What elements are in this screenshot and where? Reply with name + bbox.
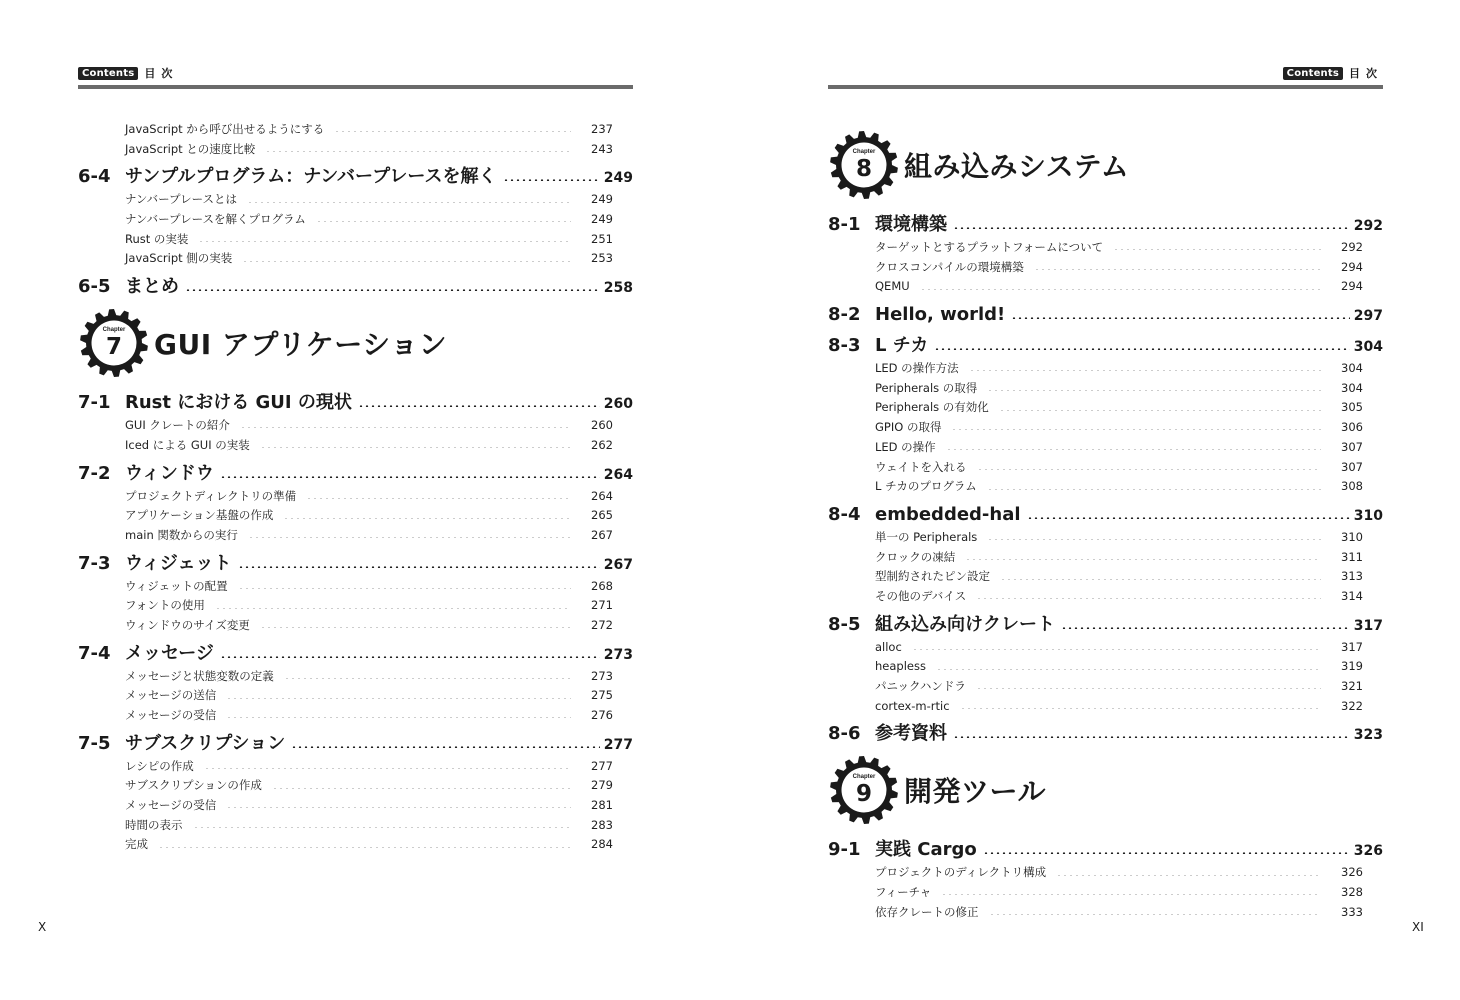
section-page: 277 [603, 736, 633, 753]
subsection-title: ウェイトを入れる [875, 459, 967, 474]
section-page: 323 [1353, 727, 1383, 744]
subsection-title: ウィンドウのサイズ変更 [125, 617, 250, 632]
subsection-page: 273 [591, 668, 613, 683]
toc-subsection [828, 697, 1383, 717]
section-title: まとめ [125, 276, 179, 298]
leader-dots [983, 852, 1350, 854]
subsection-title: QEMU [875, 279, 910, 294]
chapter-heading [828, 128, 1383, 202]
leader-dots [226, 807, 571, 808]
chapter-title: 組み込みシステム [904, 150, 1130, 183]
section-number: 6-5 [78, 276, 111, 298]
leader-dots [977, 469, 1321, 470]
leader-dots [503, 179, 600, 181]
toc-subsection [78, 835, 633, 855]
chapter-word: Chapter [852, 774, 876, 781]
leader-dots [316, 221, 571, 222]
chapter-gear-icon [828, 129, 900, 201]
leader-dots [965, 559, 1321, 560]
subsection-page: 310 [1341, 529, 1363, 544]
header-rule [828, 85, 1383, 89]
subsection-page: 284 [591, 837, 613, 852]
toc-subsection [78, 616, 633, 636]
toc-subsection [828, 548, 1383, 568]
leader-dots [248, 537, 571, 538]
leader-dots [284, 678, 571, 679]
toc-subsection [828, 238, 1383, 258]
subsection-page: 276 [591, 708, 613, 722]
subsection-page: 326 [1341, 865, 1363, 880]
section-page: 310 [1353, 507, 1383, 524]
section-title: 組み込み向けクレート [875, 613, 1055, 635]
subsection-page: 249 [591, 192, 613, 207]
subsection-title: 依存クレートの修正 [875, 904, 979, 919]
leader-dots [215, 608, 571, 609]
running-head [78, 65, 178, 81]
subsection-page: 322 [1341, 698, 1363, 713]
subsection-title: alloc [875, 639, 902, 654]
toc-subsection [828, 398, 1383, 418]
toc-section [828, 721, 1383, 747]
subsection-title: 型制約されたピン設定 [875, 569, 990, 584]
toc-subsection [78, 757, 633, 777]
leader-dots [193, 827, 572, 828]
subsection-title: Rust の実装 [125, 231, 189, 246]
toc-subsection [78, 686, 633, 706]
subsection-title: ナンバープレースを解くプログラム [125, 212, 306, 227]
subsection-page: 317 [1341, 639, 1363, 654]
leader-dots [1061, 627, 1350, 629]
toc-subsection [78, 416, 633, 436]
contents-tag: Contents [1283, 67, 1343, 80]
toc-subsection [78, 210, 633, 230]
subsection-title: アプリケーション基盤の作成 [125, 508, 274, 523]
toc-subsection [828, 657, 1383, 677]
leader-dots [242, 261, 571, 262]
subsection-page: 249 [591, 212, 613, 227]
toc-section [828, 212, 1383, 238]
chapter-word: Chapter [102, 327, 126, 334]
toc-subsection [78, 706, 633, 726]
subsection-page: 251 [591, 231, 613, 246]
chapter-gear-icon [78, 307, 150, 379]
leader-dots [260, 447, 571, 448]
section-number: 7-1 [78, 392, 111, 414]
section-number: 9-1 [828, 839, 861, 861]
leader-dots [987, 489, 1321, 490]
leader-dots [238, 588, 571, 589]
subsection-page: 294 [1341, 279, 1363, 294]
leader-dots [953, 736, 1350, 738]
toc-subsection [828, 677, 1383, 697]
chapter-number: 9 [855, 781, 873, 808]
subsection-title: レシピの作成 [125, 758, 194, 773]
leader-dots [1027, 517, 1350, 519]
subsection-page: 294 [1341, 259, 1363, 274]
section-title: サブスクリプション [125, 732, 286, 754]
toc-subsection [828, 587, 1383, 607]
leader-dots [1056, 875, 1321, 876]
subsection-page: 333 [1341, 904, 1363, 919]
leader-dots [936, 669, 1321, 670]
section-number: 8-4 [828, 503, 861, 525]
subsection-title: Peripherals の取得 [875, 380, 978, 395]
section-page: 297 [1353, 308, 1383, 325]
section-title: ウィジェット [125, 552, 232, 574]
subsection-page: 264 [591, 488, 613, 503]
subsection-page: 307 [1341, 459, 1363, 474]
toc-subsection [78, 596, 633, 616]
leader-dots [198, 241, 571, 242]
subsection-page: 313 [1341, 569, 1363, 584]
leader-dots [987, 539, 1321, 540]
section-title: 環境構築 [875, 214, 947, 235]
subsection-title: フォントの使用 [125, 598, 205, 613]
subsection-page: 328 [1341, 885, 1363, 900]
leader-dots [220, 476, 600, 478]
leader-dots [934, 348, 1349, 350]
chapter-title: 開発ツール [904, 775, 1046, 809]
leader-dots [306, 498, 571, 499]
toc-list [78, 120, 633, 855]
toc-section [78, 731, 633, 757]
subsection-title: サブスクリプションの作成 [125, 778, 262, 793]
leader-dots [1113, 249, 1321, 250]
subsection-page: 307 [1341, 439, 1363, 454]
section-page: 292 [1353, 218, 1383, 234]
section-number: 7-4 [78, 642, 111, 664]
page-number-left: X [38, 920, 47, 934]
leader-dots [226, 698, 571, 699]
toc-subsection [828, 638, 1383, 658]
toc-section [78, 164, 633, 190]
section-title: 実践 Cargo [875, 839, 977, 861]
toc-subsection [828, 477, 1383, 497]
header-rule [78, 85, 633, 89]
toc-subsection [828, 528, 1383, 548]
subsection-title: プロジェクトのディレクトリ構成 [875, 865, 1047, 880]
subsection-page: 268 [591, 578, 613, 593]
section-number: 8-5 [828, 613, 861, 635]
section-number: 7-2 [78, 462, 111, 484]
subsection-page: 237 [591, 122, 613, 136]
toc-section [828, 302, 1383, 328]
toc-subsection [78, 506, 633, 526]
section-page: 317 [1353, 617, 1383, 634]
leader-dots [953, 227, 1350, 229]
toc-subsection [78, 667, 633, 687]
subsection-title: main 関数からの実行 [125, 527, 238, 542]
toc-subsection [78, 526, 633, 546]
toc-subsection [78, 190, 633, 210]
chapter-gear-icon [828, 754, 900, 826]
subsection-page: 262 [591, 437, 613, 452]
section-page: 273 [603, 646, 633, 663]
toc-section [78, 274, 633, 300]
leader-dots [185, 289, 600, 291]
subsection-title: L チカのプログラム [875, 479, 977, 494]
subsection-title: Iced による GUI の実装 [125, 437, 250, 452]
leader-dots [283, 518, 571, 519]
section-page: 260 [603, 396, 633, 413]
toc-section [78, 641, 633, 667]
subsection-title: フィーチャ [875, 885, 932, 900]
leader-dots [1034, 269, 1321, 270]
leader-dots [920, 289, 1321, 290]
subsection-page: 319 [1341, 659, 1363, 674]
subsection-title: メッセージの送信 [125, 688, 217, 703]
toc-subsection [78, 249, 633, 269]
leader-dots [226, 717, 571, 718]
subsection-title: 完成 [125, 837, 148, 852]
subsection-page: 306 [1341, 420, 1363, 435]
subsection-title: メッセージと状態変数の定義 [125, 668, 274, 683]
toc-subsection [828, 438, 1383, 458]
subsection-page: 243 [591, 141, 613, 156]
chapter-number: 7 [105, 334, 123, 361]
toc-subsection [828, 359, 1383, 379]
leader-dots [989, 914, 1322, 915]
leader-dots [960, 708, 1321, 709]
subsection-page: 283 [591, 817, 613, 832]
leader-dots [946, 449, 1321, 450]
section-number: 8-1 [828, 214, 861, 235]
section-number: 6-4 [78, 166, 111, 188]
subsection-title: ターゲットとするプラットフォームについて [875, 240, 1104, 254]
subsection-page: 281 [591, 798, 613, 813]
leader-dots [220, 656, 600, 658]
leader-dots [912, 649, 1321, 650]
leader-dots [158, 847, 571, 848]
chapter-heading [78, 306, 633, 380]
leader-dots [969, 370, 1321, 371]
subsection-title: Peripherals の有効化 [875, 400, 989, 415]
leader-dots [1000, 579, 1321, 580]
toc-subsection [78, 120, 633, 140]
subsection-title: 時間の表示 [125, 817, 183, 832]
leader-dots [334, 131, 571, 132]
section-page: 267 [603, 556, 633, 573]
section-title: ウィンドウ [125, 462, 214, 484]
toc-subsection [828, 903, 1383, 923]
page-number-right: XI [1412, 920, 1424, 934]
leader-dots [247, 202, 571, 203]
subsection-page: 277 [591, 758, 613, 773]
toc-subsection [828, 379, 1383, 399]
section-title: Hello, world! [875, 304, 1006, 326]
subsection-page: 260 [591, 418, 613, 433]
subsection-title: LED の操作 [875, 439, 936, 454]
subsection-page: 304 [1341, 380, 1363, 395]
chapter-number: 8 [855, 156, 873, 182]
left-page [78, 0, 633, 1000]
subsection-title: その他のデバイス [875, 588, 967, 603]
leader-dots [987, 390, 1321, 391]
subsection-title: LED の操作方法 [875, 361, 959, 376]
toc-subsection [828, 567, 1383, 587]
toc-subsection [828, 458, 1383, 478]
subsection-title: メッセージの受信 [125, 798, 217, 813]
section-title: embedded-hal [875, 503, 1021, 525]
subsection-title: プロジェクトディレクトリの準備 [125, 488, 297, 503]
section-page: 258 [603, 280, 633, 297]
toc-section [78, 461, 633, 487]
subsection-title: JavaScript との速度比較 [125, 141, 256, 156]
subsection-page: 321 [1341, 679, 1363, 693]
section-number: 8-3 [828, 335, 861, 357]
toc-subsection [78, 230, 633, 250]
subsection-title: ウィジェットの配置 [125, 578, 228, 593]
section-title: Rust における GUI の現状 [125, 392, 352, 414]
subsection-title: cortex-m-rtic [875, 698, 950, 713]
section-title: メッセージ [125, 642, 214, 664]
leader-dots [260, 627, 571, 628]
subsection-page: 275 [591, 688, 613, 703]
section-number: 7-5 [78, 732, 111, 754]
leader-dots [291, 746, 600, 748]
section-number: 7-3 [78, 552, 111, 574]
leader-dots [976, 688, 1321, 689]
toc-subsection [828, 418, 1383, 438]
subsection-page: 267 [591, 527, 613, 542]
subsection-page: 292 [1341, 240, 1363, 254]
leader-dots [941, 894, 1321, 895]
leader-dots [1011, 317, 1350, 319]
leader-dots [999, 410, 1321, 411]
running-head [1283, 65, 1383, 81]
section-number: 8-6 [828, 723, 861, 745]
toc-section [828, 333, 1383, 359]
toc-subsection [78, 796, 633, 816]
toc-section [828, 502, 1383, 528]
subsection-title: メッセージの受信 [125, 708, 217, 722]
section-page: 249 [603, 170, 633, 187]
subsection-page: 304 [1341, 361, 1363, 376]
leader-dots [272, 788, 571, 789]
toc-subsection [78, 487, 633, 507]
running-head-label: 目次 [1349, 67, 1383, 80]
contents-tag: Contents [78, 67, 138, 80]
subsection-title: JavaScript から呼び出せるようにする [125, 122, 325, 136]
subsection-title: パニックハンドラ [875, 679, 966, 693]
subsection-page: 279 [591, 778, 613, 793]
subsection-title: GPIO の取得 [875, 420, 942, 435]
subsection-page: 305 [1341, 400, 1363, 415]
subsection-title: クロスコンパイルの環境構築 [875, 259, 1024, 274]
subsection-title: クロックの凍結 [875, 549, 956, 564]
leader-dots [265, 151, 571, 152]
leader-dots [976, 598, 1321, 599]
subsection-title: heapless [875, 659, 926, 674]
subsection-page: 308 [1341, 479, 1363, 494]
subsection-page: 272 [591, 617, 613, 632]
toc-subsection [828, 258, 1383, 278]
chapter-heading [828, 753, 1383, 827]
toc-section [78, 551, 633, 577]
leader-dots [238, 566, 600, 568]
toc-subsection [828, 863, 1383, 883]
subsection-page: 311 [1341, 549, 1363, 564]
subsection-page: 271 [591, 598, 613, 613]
section-title: サンプルプログラム：ナンバープレースを解く [125, 166, 497, 188]
leader-dots [951, 429, 1321, 430]
leader-dots [358, 405, 600, 407]
section-page: 264 [603, 466, 633, 483]
right-page [828, 0, 1383, 1000]
toc-subsection [78, 776, 633, 796]
section-title: 参考資料 [875, 723, 947, 745]
chapter-word: Chapter [852, 149, 876, 155]
toc-subsection [78, 140, 633, 160]
subsection-page: 253 [591, 251, 613, 266]
toc-subsection [828, 883, 1383, 903]
section-page: 304 [1353, 339, 1383, 356]
leader-dots [204, 768, 571, 769]
subsection-page: 265 [591, 508, 613, 523]
running-head-label: 目次 [144, 67, 179, 80]
toc-subsection [828, 277, 1383, 297]
toc-list [828, 122, 1383, 922]
toc-section [828, 612, 1383, 638]
section-number: 8-2 [828, 304, 861, 326]
subsection-title: ナンバープレースとは [125, 192, 238, 207]
toc-subsection [78, 816, 633, 836]
toc-subsection [78, 577, 633, 597]
subsection-title: 単一の Peripherals [875, 529, 978, 544]
subsection-title: GUI クレートの紹介 [125, 418, 230, 433]
section-page: 326 [1353, 843, 1383, 860]
subsection-page: 314 [1341, 588, 1363, 603]
section-title: L チカ [875, 335, 929, 357]
toc-section [78, 390, 633, 416]
chapter-title: GUI アプリケーション [154, 328, 448, 362]
subsection-title: JavaScript 側の実装 [125, 251, 233, 266]
toc-subsection [78, 436, 633, 456]
leader-dots [240, 427, 571, 428]
toc-section [828, 837, 1383, 863]
